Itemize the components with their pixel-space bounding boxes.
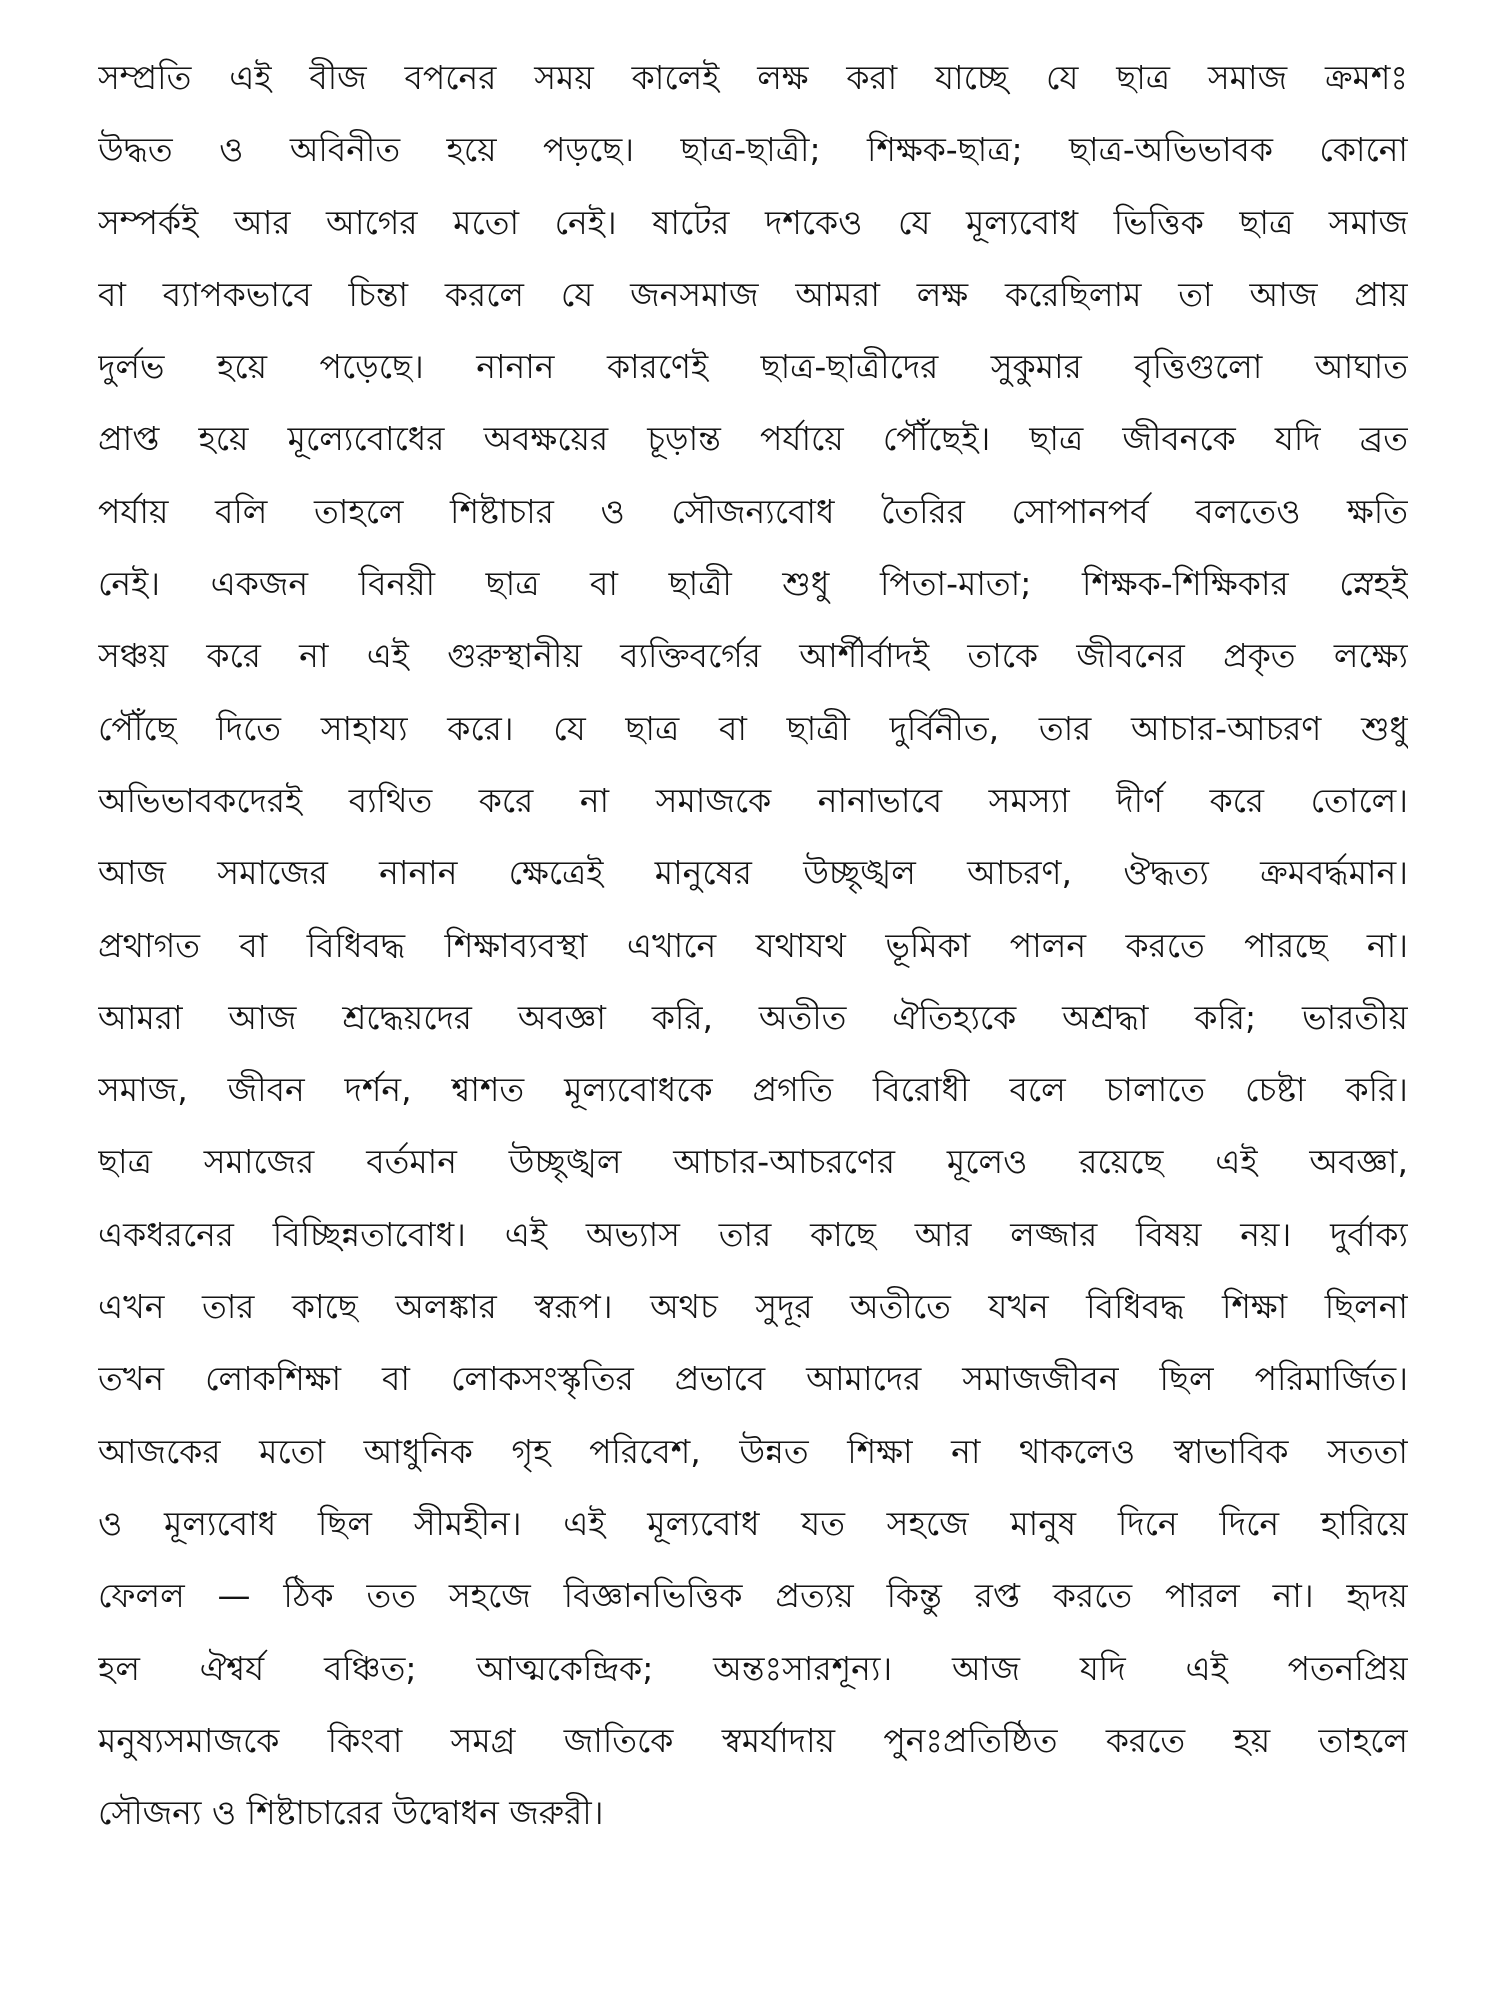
text-line: সম্প্রতি এই বীজ বপনের সময় কালেই লক্ষ করা যাচ্ছে যে ছাত্র সমাজ ক্রমশঃ [98, 58, 1408, 97]
text-line: আমরা আজ শ্রদ্ধেয়দের অবজ্ঞা করি, অতীত ঐতিহ্যকে অশ্রদ্ধা করি; ভারতীয় [98, 997, 1408, 1037]
text-line: একধরনের বিচ্ছিন্নতাবোধ। এই অভ্যাস তার কাছে আর লজ্জার বিষয় নয়। দুর্বাক্য [98, 1214, 1408, 1254]
text-line: পর্যায় বলি তাহলে শিষ্টাচার ও সৌজন্যবোধ তৈরির সোপানপর্ব বলতেও ক্ষতি [98, 491, 1408, 531]
text-line: বা ব্যাপকভাবে চিন্তা করলে যে জনসমাজ আমরা লক্ষ করেছিলাম তা আজ প্রায় [98, 274, 1408, 314]
text-line: আজ সমাজের নানান ক্ষেত্রেই মানুষের উচ্ছৃঙ্খল আচরণ, ঔদ্ধত্য ক্রমবর্দ্ধমান। [98, 853, 1408, 893]
text-line: প্রথাগত বা বিধিবদ্ধ শিক্ষাব্যবস্থা এখানে যথাযথ ভূমিকা পালন করতে পারছে না। [98, 925, 1408, 965]
text-line: সমাজ, জীবন দর্শন, শ্বাশত মূল্যবোধকে প্রগতি বিরোধী বলে চালাতে চেষ্টা করি। [98, 1070, 1408, 1110]
text-line: সঞ্চয় করে না এই গুরুস্থানীয় ব্যক্তিবর্গের আর্শীর্বাদই তাকে জীবনের প্রকৃত লক্ষ্যে [98, 636, 1408, 676]
text-line: উদ্ধত ও অবিনীত হয়ে পড়ছে। ছাত্র-ছাত্রী; শিক্ষক-ছাত্র; ছাত্র-অভিভাবক কোনো [98, 130, 1408, 170]
text-line: প্রাপ্ত হয়ে মূল্যেবোধের অবক্ষয়ের চূড়ান্ত পর্যায়ে পৌঁছেই। ছাত্র জীবনকে যদি ব্রত [98, 419, 1408, 459]
text-line: পৌঁছে দিতে সাহায্য করে। যে ছাত্র বা ছাত্রী দুর্বিনীত, তার আচার-আচরণ শুধু [98, 708, 1408, 748]
text-line: মনুষ্যসমাজকে কিংবা সমগ্র জাতিকে স্বমর্যাদায় পুনঃপ্রতিষ্ঠিত করতে হয় তাহলে [98, 1720, 1408, 1760]
text-line: দুর্লভ হয়ে পড়েছে। নানান কারণেই ছাত্র-ছাত্রীদের সুকুমার বৃত্তিগুলো আঘাত [98, 347, 1408, 387]
text-line: অভিভাবকদেরই ব্যথিত করে না সমাজকে নানাভাবে সমস্যা দীর্ণ করে তোলে। [98, 780, 1408, 820]
text-line: নেই। একজন বিনয়ী ছাত্র বা ছাত্রী শুধু পিতা-মাতা; শিক্ষক-শিক্ষিকার স্নেহই [98, 564, 1408, 604]
text-line: ফেলল — ঠিক তত সহজে বিজ্ঞানভিত্তিক প্রত্যয় কিন্তু রপ্ত করতে পারল না। হৃদয় [98, 1576, 1408, 1616]
text-line: ছাত্র সমাজের বর্তমান উচ্ছৃঙ্খল আচার-আচরণের মূলেও রয়েছে এই অবজ্ঞা, [98, 1142, 1408, 1182]
text-line: ও মূল্যবোধ ছিল সীমহীন। এই মূল্যবোধ যত সহজে মানুষ দিনে দিনে হারিয়ে [98, 1503, 1408, 1543]
body-paragraph [98, 42, 1408, 1849]
text-line: এখন তার কাছে অলঙ্কার স্বরূপ। অথচ সুদূর অতীতে যখন বিধিবদ্ধ শিক্ষা ছিলনা [98, 1287, 1408, 1327]
text-line: সৌজন্য ও শিষ্টাচারের উদ্বোধন জরুরী। [98, 1793, 604, 1833]
text-line: তখন লোকশিক্ষা বা লোকসংস্কৃতির প্রভাবে আমাদের সমাজজীবন ছিল পরিমার্জিত। [98, 1359, 1408, 1399]
text-line: সম্পর্কই আর আগের মতো নেই। ষাটের দশকেও যে মূল্যবোধ ভিত্তিক ছাত্র সমাজ [98, 202, 1408, 242]
text-line: আজকের মতো আধুনিক গৃহ পরিবেশ, উন্নত শিক্ষা না থাকলেও স্বাভাবিক সততা [98, 1431, 1408, 1471]
text-line: হল ঐশ্বর্য বঞ্চিত; আত্মকেন্দ্রিক; অন্তঃসারশূন্য। আজ যদি এই পতনপ্রিয় [98, 1648, 1408, 1688]
